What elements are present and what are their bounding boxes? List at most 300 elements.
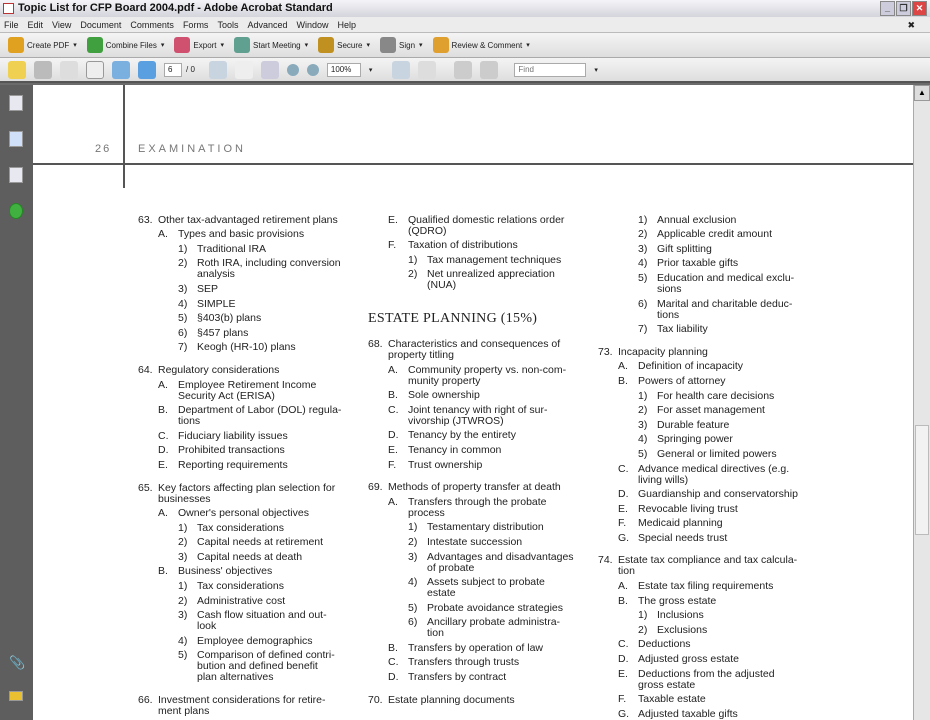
outline-text: Ancillary probate administra- tion — [427, 616, 561, 640]
outline-marker: 1) — [178, 580, 188, 593]
outline-item — [138, 607, 363, 633]
attachment-icon[interactable]: 📎 — [9, 655, 26, 670]
outline-item — [598, 402, 823, 417]
outline-text: §457 plans — [197, 326, 249, 339]
outline-item — [138, 592, 363, 607]
outline-marker: E. — [388, 443, 398, 456]
hand-tool-icon[interactable] — [235, 61, 253, 79]
outline-marker: 2) — [638, 404, 648, 417]
outline-marker: 2) — [408, 268, 418, 281]
outline-item — [368, 574, 593, 600]
outline-item — [138, 442, 363, 457]
outline-item — [598, 240, 823, 255]
secure-button[interactable] — [318, 37, 370, 53]
outline-marker: F. — [618, 517, 627, 530]
outline-item — [368, 654, 593, 669]
outline-item — [368, 519, 593, 534]
outline-marker: 64. — [138, 363, 153, 376]
outline-text: Trust ownership — [408, 458, 483, 471]
outline-text: Estate tax compliance and tax calcula- tion — [618, 554, 798, 578]
outline-marker: A. — [388, 495, 398, 508]
outline-marker: A. — [158, 228, 168, 241]
outline-item — [368, 479, 593, 494]
outline-marker: 5) — [408, 601, 418, 614]
outline-item — [368, 691, 593, 706]
pages-icon[interactable] — [9, 95, 23, 111]
outline-marker: 1) — [638, 389, 648, 402]
outline-item — [598, 486, 823, 501]
outline-item — [138, 339, 363, 354]
outline-text: Marital and charitable deduc- tions — [657, 297, 793, 321]
outline-marker: 2) — [178, 536, 188, 549]
outline-text: Administrative cost — [197, 594, 286, 607]
outline-marker: 5) — [638, 447, 648, 460]
outline-text: Exclusions — [657, 623, 708, 636]
outline-item — [598, 665, 823, 691]
create-pdf-button[interactable] — [8, 37, 77, 53]
outline-text: Roth IRA, including conversion analysis — [197, 257, 341, 281]
previous-page-icon[interactable] — [112, 61, 130, 79]
outline-item — [598, 211, 823, 226]
outline-text: Community property vs. non-com- munity property — [408, 363, 567, 387]
outline-text: Adjusted taxable gifts — [638, 707, 738, 720]
open-folder-icon[interactable] — [8, 61, 26, 79]
outline-item — [138, 255, 363, 281]
tasks-toolbar — [0, 33, 930, 58]
outline-text: Investment considerations for retire- ment plans — [158, 694, 326, 718]
outline-marker: F. — [388, 458, 397, 471]
outline-marker: A. — [388, 363, 398, 376]
zoom-tool-icon[interactable] — [261, 61, 279, 79]
outline-text: Tenancy by the entirety — [408, 429, 516, 442]
vertical-scrollbar[interactable] — [913, 85, 930, 720]
header-divider-vertical — [123, 85, 125, 188]
chevron-down-icon[interactable]: ▾ — [526, 42, 530, 49]
menu-edit[interactable]: Edit — [27, 20, 44, 30]
outline-text: Methods of property transfer at death — [388, 481, 561, 494]
outline-item — [368, 251, 593, 266]
outline-marker: B. — [388, 389, 398, 402]
outline-item — [368, 599, 593, 614]
outline-text: Advance medical directives (e.g. living wills) — [638, 462, 790, 486]
scroll-up-button[interactable]: ▲ — [914, 85, 930, 101]
outline-item — [368, 533, 593, 548]
outline-text: Department of Labor (DOL) regula- tions — [178, 404, 342, 428]
outline-item — [368, 639, 593, 654]
outline-marker: 3) — [178, 609, 188, 622]
menu-forms[interactable]: Forms — [182, 20, 209, 30]
outline-marker: B. — [158, 565, 168, 578]
outline-marker: 3) — [178, 282, 188, 295]
outline-text: Advantages and disadvantages of probate — [427, 550, 574, 574]
menu-help[interactable]: Help — [337, 20, 357, 30]
outline-text: SIMPLE — [197, 297, 236, 310]
outline-text: Prior taxable gifts — [657, 257, 739, 270]
page-total: / 0 — [186, 65, 195, 74]
chevron-down-icon[interactable]: ▾ — [73, 42, 77, 49]
outline-item — [138, 295, 363, 310]
review-comment-button[interactable] — [433, 37, 530, 53]
outline-marker: E. — [158, 458, 168, 471]
outline-marker: 63. — [138, 213, 153, 226]
outline-item — [138, 691, 363, 717]
menu-bar — [0, 17, 930, 33]
page-number: 26 — [95, 143, 112, 155]
email-icon[interactable] — [86, 61, 104, 79]
outline-item — [598, 460, 823, 486]
outline-item — [598, 269, 823, 295]
outline-item — [598, 705, 823, 720]
text-column-1 — [138, 211, 363, 717]
button-label: Export — [193, 40, 217, 50]
outline-marker: 1) — [408, 253, 418, 266]
outline-text: Revocable living trust — [638, 502, 738, 515]
menu-file[interactable]: File — [4, 20, 19, 30]
outline-marker: 68. — [368, 337, 383, 350]
outline-text: The gross estate — [638, 594, 717, 607]
title-bar — [0, 0, 930, 17]
export-button[interactable] — [174, 37, 224, 53]
outline-marker: 1) — [638, 213, 648, 226]
outline-marker: 2) — [178, 594, 188, 607]
close-button[interactable]: ✕ — [912, 1, 927, 16]
outline-text: Intestate succession — [427, 535, 523, 548]
outline-marker: 2) — [638, 228, 648, 241]
outline-item — [368, 237, 593, 252]
single-page-view-icon[interactable] — [392, 61, 410, 79]
outline-text: Education and medical exclu- sions — [657, 271, 795, 295]
outline-marker: 74. — [598, 554, 613, 567]
outline-text: Joint tenancy with right of sur- vivorship (JTWROS) — [408, 403, 548, 427]
outline-item — [138, 376, 363, 402]
outline-item — [598, 636, 823, 651]
outline-text: Qualified domestic relations order (QDRO) — [408, 213, 565, 237]
outline-text: Tax considerations — [197, 521, 284, 534]
outline-item — [368, 456, 593, 471]
help-icon[interactable] — [9, 203, 23, 219]
zoom-level-select[interactable]: 100% — [327, 63, 361, 77]
outline-marker: F. — [388, 239, 397, 252]
outline-marker: F. — [618, 693, 627, 706]
outline-item — [138, 534, 363, 549]
outline-marker: A. — [158, 507, 168, 520]
outline-text: SEP — [197, 282, 219, 295]
zoom-in-icon[interactable] — [307, 64, 319, 76]
outline-item — [138, 280, 363, 295]
outline-marker: C. — [618, 638, 629, 651]
running-header: EXAMINATION — [138, 143, 246, 155]
outline-item — [368, 401, 593, 427]
outline-text: Transfers by contract — [408, 671, 507, 684]
scroll-thumb[interactable] — [915, 425, 929, 535]
outline-text: Tax considerations — [197, 580, 284, 593]
outline-marker: 4) — [638, 257, 648, 270]
outline-marker: 69. — [368, 481, 383, 494]
outline-text: Regulatory considerations — [158, 363, 280, 376]
outline-text: Deductions — [638, 638, 691, 651]
outline-item — [368, 548, 593, 574]
outline-text: Adjusted gross estate — [638, 653, 739, 666]
outline-item — [368, 387, 593, 402]
outline-item — [138, 240, 363, 255]
outline-text: Estate tax filing requirements — [638, 580, 774, 593]
export-icon — [174, 37, 190, 53]
outline-marker: 1) — [178, 242, 188, 255]
outline-text: Medicaid planning — [638, 517, 723, 530]
save-icon[interactable] — [60, 61, 78, 79]
outline-marker: 3) — [408, 550, 418, 563]
outline-text: Capital needs at retirement — [197, 536, 324, 549]
outline-item — [598, 343, 823, 358]
outline-text: Gift splitting — [657, 242, 712, 255]
section-heading: ESTATE PLANNING (15%) — [368, 311, 538, 327]
outline-marker: D. — [618, 488, 629, 501]
outline-marker: 1) — [178, 521, 188, 534]
outline-text: Annual exclusion — [657, 213, 737, 226]
outline-marker: 66. — [138, 694, 153, 707]
outline-text: Other tax-advantaged retirement plans — [158, 213, 338, 226]
outline-text: Keogh (HR-10) plans — [197, 341, 296, 354]
outline-item — [598, 607, 823, 622]
outline-text: Testamentary distribution — [427, 521, 544, 534]
outline-marker: 4) — [178, 297, 188, 310]
outline-item — [368, 211, 593, 237]
outline-marker: 1) — [408, 521, 418, 534]
start-meeting-button[interactable] — [234, 37, 308, 53]
lock-icon — [318, 37, 334, 53]
chevron-down-icon[interactable]: ▾ — [419, 42, 423, 49]
rotate-right-icon[interactable] — [480, 61, 498, 79]
chevron-down-icon[interactable]: ▾ — [368, 66, 373, 74]
outline-text: Inclusions — [657, 609, 704, 622]
outline-item — [368, 668, 593, 683]
outline-item — [368, 441, 593, 456]
outline-text: Deductions from the adjusted gross estate — [638, 667, 775, 691]
review-icon — [433, 37, 449, 53]
outline-item — [598, 226, 823, 241]
outline-item — [598, 445, 823, 460]
button-label: Sign — [399, 40, 416, 50]
menu-advanced[interactable]: Advanced — [247, 20, 288, 30]
outline-text: Transfers by operation of law — [408, 641, 544, 654]
outline-text: Tax management techniques — [427, 253, 562, 266]
outline-marker: B. — [388, 641, 398, 654]
outline-marker: B. — [618, 594, 628, 607]
minimize-button[interactable]: _ — [880, 1, 895, 16]
outline-text: Tenancy in common — [408, 443, 502, 456]
outline-marker: 5) — [638, 271, 648, 284]
outline-marker: 1) — [638, 609, 648, 622]
outline-item — [598, 431, 823, 446]
outline-marker: 5) — [178, 312, 188, 325]
meeting-icon — [234, 37, 250, 53]
chevron-down-icon[interactable]: ▾ — [366, 42, 371, 49]
outline-marker: 2) — [178, 257, 188, 270]
outline-marker: 2) — [408, 535, 418, 548]
outline-text: Fiduciary liability issues — [178, 429, 288, 442]
outline-item — [598, 255, 823, 270]
outline-item — [138, 632, 363, 647]
bookmarks-icon[interactable] — [9, 131, 23, 147]
outline-marker: D. — [158, 444, 169, 457]
outline-marker: B. — [618, 374, 628, 387]
outline-text: Special needs trust — [638, 531, 728, 544]
button-label: Review & Comment — [451, 40, 523, 50]
select-tool-icon[interactable] — [209, 61, 227, 79]
acrobat-app-icon — [3, 3, 14, 14]
outline-marker: 6) — [638, 297, 648, 310]
outline-text: Traditional IRA — [197, 242, 267, 255]
print-icon[interactable] — [34, 61, 52, 79]
chevron-down-icon[interactable]: ▾ — [594, 66, 598, 74]
outline-marker: D. — [388, 671, 399, 684]
zoom-out-icon[interactable] — [287, 64, 299, 76]
outline-text: Incapacity planning — [618, 345, 708, 358]
outline-marker: E. — [618, 502, 628, 515]
outline-marker: A. — [158, 378, 168, 391]
header-divider-horizontal — [33, 163, 913, 165]
menu-tools[interactable]: Tools — [217, 20, 239, 30]
outline-text: §403(b) plans — [197, 312, 262, 325]
button-label: Create PDF — [27, 40, 70, 50]
outline-item — [138, 324, 363, 339]
outline-text: Comparison of defined contri- bution and defined benefit plan alternatives — [197, 649, 335, 684]
menu-window[interactable]: Window — [296, 20, 329, 30]
outline-marker: 7) — [178, 341, 188, 354]
find-input[interactable] — [514, 63, 586, 77]
combine-files-icon — [87, 37, 103, 53]
navigation-toolbar — [0, 58, 930, 83]
outline-text: For asset management — [657, 404, 765, 417]
window-title: Topic List for CFP Board 2004.pdf - Adobe Acrobat Standard — [18, 2, 333, 14]
button-label: Combine Files — [105, 40, 157, 50]
rotate-left-icon[interactable] — [454, 61, 472, 79]
outline-item — [138, 402, 363, 428]
outline-item — [368, 335, 593, 361]
page-number-input[interactable]: 6 — [164, 63, 182, 77]
next-page-icon[interactable] — [138, 61, 156, 79]
outline-item — [598, 500, 823, 515]
outline-marker: 3) — [638, 418, 648, 431]
outline-text: Characteristics and consequences of property titling — [388, 337, 561, 361]
outline-item — [598, 372, 823, 387]
outline-item — [598, 416, 823, 431]
outline-item — [138, 563, 363, 578]
outline-marker: C. — [158, 429, 169, 442]
outline-text: Assets subject to probate estate — [427, 576, 545, 600]
outline-item — [138, 647, 363, 684]
chevron-down-icon[interactable]: ▾ — [220, 42, 225, 49]
outline-marker: 4) — [638, 433, 648, 446]
outline-text: Probate avoidance strategies — [427, 601, 564, 614]
comments-icon[interactable] — [9, 691, 23, 701]
outline-text: Employee Retirement Income Security Act (ERISA) — [178, 378, 317, 402]
outline-marker: 7) — [638, 323, 648, 336]
outline-item — [598, 295, 823, 321]
outline-text: Tax liability — [657, 323, 708, 336]
outline-marker: G. — [618, 707, 630, 720]
pdf-page — [33, 85, 913, 720]
menu-comments[interactable]: Comments — [130, 20, 174, 30]
outline-text: Guardianship and conservatorship — [638, 488, 798, 501]
combine-files-button[interactable] — [87, 37, 165, 53]
outline-item — [598, 650, 823, 665]
outline-text: Cash flow situation and out- look — [197, 609, 327, 633]
outline-item — [368, 361, 593, 387]
outline-text: General or limited powers — [657, 447, 777, 460]
outline-item — [598, 529, 823, 544]
outline-text: Net unrealized appreciation (NUA) — [427, 268, 555, 292]
outline-text: Applicable credit amount — [657, 228, 772, 241]
outline-item — [598, 358, 823, 373]
outline-marker: 73. — [598, 345, 613, 358]
outline-marker: A. — [618, 580, 628, 593]
outline-item — [598, 515, 823, 530]
outline-item — [368, 493, 593, 519]
close-document-icon[interactable]: ✖ — [907, 20, 915, 30]
outline-item — [138, 361, 363, 376]
chevron-down-icon[interactable]: ▾ — [304, 42, 309, 49]
outline-text: Transfers through the probate process — [408, 495, 547, 519]
outline-marker: 6) — [178, 326, 188, 339]
outline-marker: B. — [158, 404, 168, 417]
outline-item — [138, 479, 363, 505]
restore-button[interactable]: ❐ — [896, 1, 911, 16]
outline-marker: 5) — [178, 649, 188, 662]
outline-text: Durable feature — [657, 418, 730, 431]
button-label: Start Meeting — [253, 40, 301, 50]
pen-icon — [380, 37, 396, 53]
outline-item — [138, 226, 363, 241]
outline-item — [598, 387, 823, 402]
outline-item — [138, 519, 363, 534]
outline-item — [368, 266, 593, 292]
outline-marker: 6) — [408, 616, 418, 629]
outline-marker: 70. — [368, 693, 383, 706]
fit-page-icon[interactable] — [418, 61, 436, 79]
outline-text: Taxation of distributions — [408, 239, 518, 252]
signatures-icon[interactable] — [9, 167, 23, 183]
chevron-down-icon[interactable]: ▾ — [160, 42, 165, 49]
outline-marker: 3) — [638, 242, 648, 255]
outline-item — [598, 577, 823, 592]
outline-text: Key factors affecting plan selection for businesses — [158, 481, 336, 505]
outline-marker: D. — [618, 653, 629, 666]
outline-item — [598, 321, 823, 336]
outline-item — [138, 427, 363, 442]
outline-item — [368, 614, 593, 640]
text-column-3 — [598, 211, 823, 720]
menu-view[interactable]: View — [52, 20, 72, 30]
menu-document[interactable]: Document — [80, 20, 122, 30]
outline-marker: E. — [388, 213, 398, 226]
text-column-2 — [368, 211, 593, 706]
outline-item — [138, 211, 363, 226]
outline-text: Taxable estate — [638, 693, 706, 706]
outline-item — [138, 577, 363, 592]
outline-marker: G. — [618, 531, 630, 544]
outline-marker: C. — [388, 656, 399, 669]
outline-marker: E. — [618, 667, 628, 680]
outline-marker: A. — [618, 360, 628, 373]
button-label: Secure — [337, 40, 363, 50]
outline-item — [598, 691, 823, 706]
outline-item — [598, 621, 823, 636]
outline-marker: C. — [618, 462, 629, 475]
outline-item — [598, 592, 823, 607]
outline-marker: D. — [388, 429, 399, 442]
sign-button[interactable] — [380, 37, 423, 53]
